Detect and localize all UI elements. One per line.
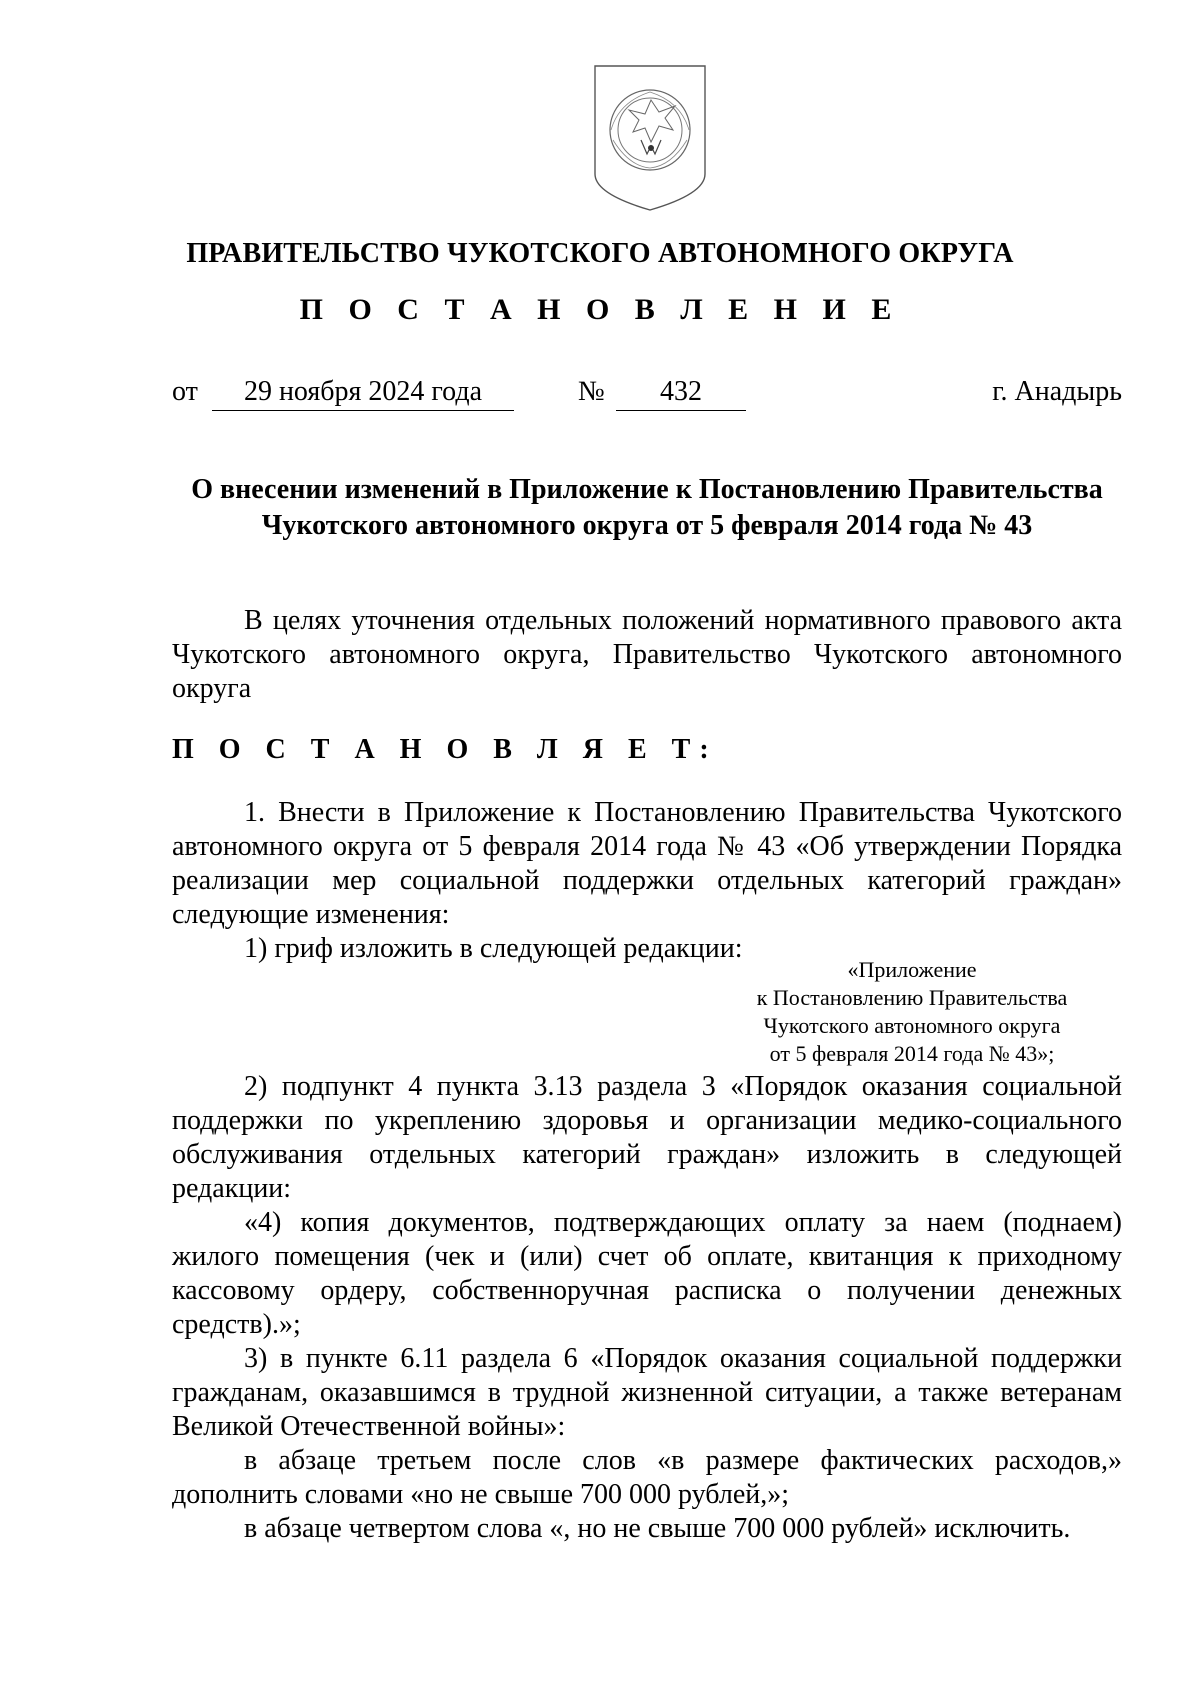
subject-line-2: Чукотского автономного округа от 5 февраля 2014 года № 43 — [261, 510, 1033, 541]
grif-line-4: от 5 февраля 2014 года № 43»; — [769, 1041, 1055, 1066]
number-label: № — [578, 376, 605, 407]
resolves-heading: П О С Т А Н О В Л Я Е Т: — [172, 734, 718, 765]
date-label: от — [172, 376, 198, 407]
grif-line-3: Чукотского автономного округа — [763, 1013, 1061, 1038]
paragraph-3: 3) в пункте 6.11 раздела 6 «Порядок оказания социальной поддержки гражданам, оказавшимся в трудной жизненной ситуации, а также ветеранам Великой Отечественной войны»: — [172, 1343, 1122, 1442]
grif-block — [732, 956, 1092, 1068]
subject-line-1: О внесении изменений в Приложение к Постановлению Правительства — [191, 474, 1103, 505]
document-date: 29 ноября 2024 года — [212, 374, 514, 411]
document-number: 432 — [616, 374, 746, 411]
organization-title: ПРАВИТЕЛЬСТВО ЧУКОТСКОГО АВТОНОМНОГО ОКРУГА — [186, 238, 1014, 269]
paragraph-3-b: в абзаце четвертом слова «, но не свыше 700 000 рублей» исключить. — [244, 1513, 1071, 1544]
items-block — [172, 1070, 1122, 1546]
coat-of-arms-icon — [589, 62, 711, 214]
main-block — [172, 796, 1122, 966]
paragraph-1: 1. Внести в Приложение к Постановлению Правительства Чукотского автономного округа от 5 февраля 2014 года № 43 «Об утверждении Порядка реализации мер социальной поддержки отдельных категорий граждан» следующие изменения: — [172, 797, 1122, 930]
paragraph-3-a: в абзаце третьем после слов «в размере фактических расходов,» дополнить словами «но не свыше 700 000 рублей,»; — [172, 1445, 1122, 1510]
document-city: г. Анадырь — [992, 376, 1122, 407]
intro-paragraph: В целях уточнения отдельных положений нормативного правового акта Чукотского автономного округа, Правительство Чукотского автономного округа — [172, 605, 1122, 704]
grif-line-1: «Приложение — [847, 957, 977, 982]
paragraph-1-1: 1) гриф изложить в следующей редакции: — [244, 933, 743, 964]
paragraph-2: 2) подпункт 4 пункта 3.13 раздела 3 «Порядок оказания социальной поддержки по укреплению здоровья и организации медико-социального обслуживания отдельных категорий граждан» изложить в следующей редакции: — [172, 1071, 1122, 1204]
grif-line-2: к Постановлению Правительства — [756, 985, 1068, 1010]
paragraph-2-text: «4) копия документов, подтверждающих оплату за наем (поднаем) жилого помещения (чек и (или) счет об оплате, квитанция к приходному кассовому ордеру, собственноручная расписка о получении денежных средств).»; — [172, 1207, 1122, 1340]
intro-block — [172, 604, 1122, 706]
document-subject — [172, 472, 1122, 544]
document-type: П О С Т А Н О В Л Е Н И Е — [299, 293, 901, 326]
